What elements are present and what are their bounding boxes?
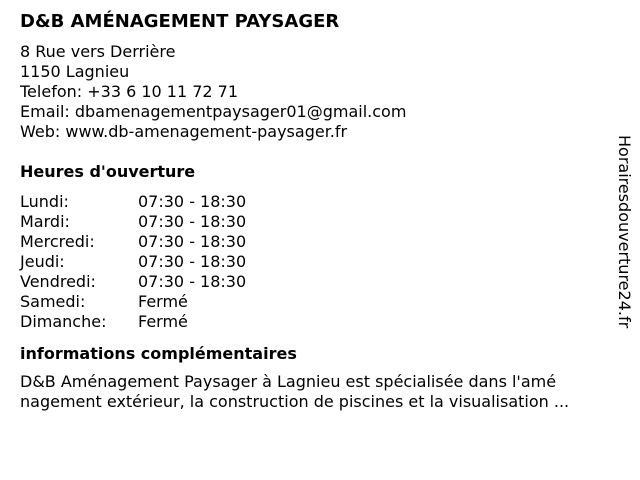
contact-block: [20, 42, 600, 142]
hours-day: Mardi:: [20, 212, 70, 231]
hours-day: Mercredi:: [20, 232, 95, 251]
additional-info-title: informations complémentaires: [20, 344, 297, 363]
hours-row-sunday: [20, 312, 600, 332]
hours-time: 07:30 - 18:30: [138, 192, 247, 211]
business-card: [20, 10, 600, 412]
hours-row-wednesday: [20, 232, 600, 252]
address-street: 8 Rue vers Derrière: [20, 42, 176, 61]
hours-day: Dimanche:: [20, 312, 107, 331]
hours-time: Fermé: [138, 292, 188, 311]
address-city: 1150 Lagnieu: [20, 62, 130, 81]
info-line: nagement extérieur, la construction de piscines et la visualisation ...: [20, 392, 570, 411]
hours-time: 07:30 - 18:30: [138, 272, 247, 291]
hours-row-tuesday: [20, 212, 600, 232]
hours-day: Samedi:: [20, 292, 86, 311]
opening-hours-table: [20, 192, 600, 332]
hours-day: Jeudi:: [20, 252, 65, 271]
phone-number: Telefon: +33 6 10 11 72 71: [20, 82, 239, 101]
hours-time: 07:30 - 18:30: [138, 252, 247, 271]
opening-hours-title: Heures d'ouverture: [20, 162, 196, 181]
additional-info-text: [20, 372, 600, 412]
website-address: Web: www.db-amenagement-paysager.fr: [20, 122, 348, 141]
business-name: D&B AMÉNAGEMENT PAYSAGER: [20, 11, 340, 32]
email-address: Email: dbamenagementpaysager01@gmail.com: [20, 102, 407, 121]
site-watermark: Horairesdouverture24.fr: [615, 135, 634, 329]
hours-time: 07:30 - 18:30: [138, 212, 247, 231]
hours-row-thursday: [20, 252, 600, 272]
hours-row-friday: [20, 272, 600, 292]
hours-day: Lundi:: [20, 192, 69, 211]
hours-day: Vendredi:: [20, 272, 96, 291]
hours-row-saturday: [20, 292, 600, 312]
hours-time: Fermé: [138, 312, 188, 331]
hours-row-monday: [20, 192, 600, 212]
hours-time: 07:30 - 18:30: [138, 232, 247, 251]
info-line: D&B Aménagement Paysager à Lagnieu est spécialisée dans l'amé: [20, 372, 557, 391]
